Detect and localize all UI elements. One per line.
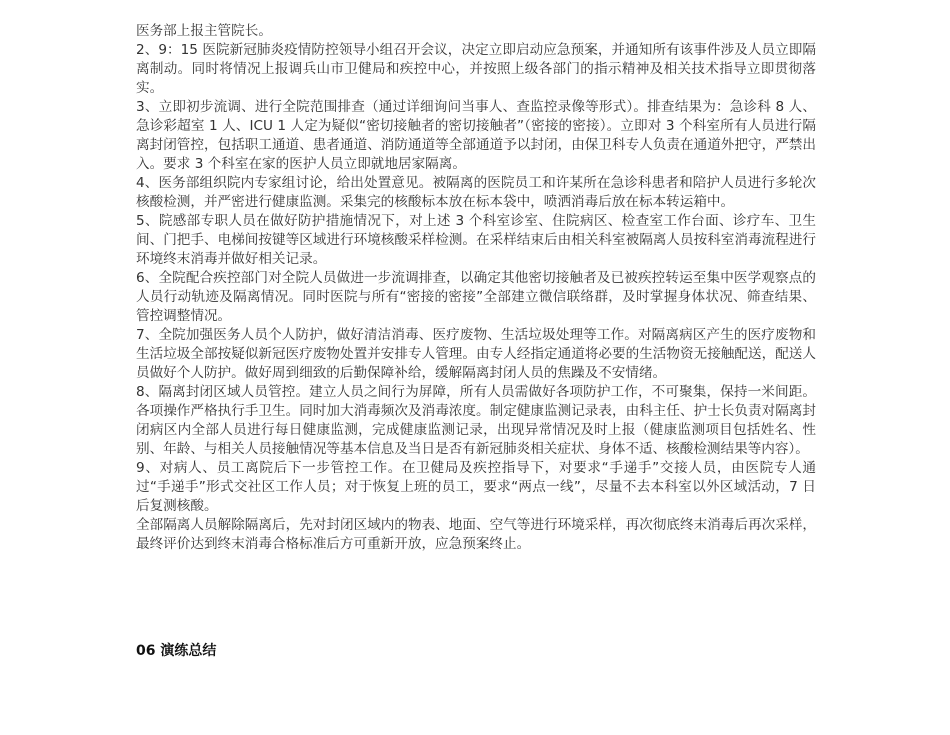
document-body bbox=[136, 22, 816, 554]
paragraph-step-7: 7、全院加强医务人员个人防护，做好清洁消毒、医疗废物、生活垃圾处理等工作。对隔离病区产生的医疗废物和生活垃圾全部按疑似新冠医疗废物处置并安排专人管理。由专人经指定通道将必要的生活物资无接触配送，配送人员做好个人防护。做好周到细致的后勤保障补给，缓解隔离封闭人员的焦躁及不安情绪。 bbox=[136, 327, 816, 381]
paragraph-step-4: 4、医务部组织院内专家组讨论，给出处置意见。被隔离的医院员工和许某所在急诊科患者和陪护人员进行多轮次核酸检测，并严密进行健康监测。采集完的核酸标本放在标本袋中，喷洒消毒后放在标本转运箱中。 bbox=[136, 175, 816, 210]
paragraph-step-9: 9、对病人、员工离院后下一步管控工作。在卫健局及疾控指导下，对要求“手递手”交接人员，由医院专人通过“手递手”形式交社区工作人员；对于恢复上班的员工，要求“两点一线”，尽量不去本科室以外区域活动，7 日后复测核酸。 bbox=[136, 460, 816, 514]
paragraph-step-5: 5、院感部专职人员在做好防护措施情况下，对上述 3 个科室诊室、住院病区、检查室工作台面、诊疗车、卫生间、门把手、电梯间按键等区域进行环境核酸采样检测。在采样结束后由相关科室被隔离人员按科室消毒流程进行环境终末消毒并做好相关记录。 bbox=[136, 213, 816, 267]
paragraph-conclusion: 全部隔离人员解除隔离后，先对封闭区域内的物表、地面、空气等进行环境采样，再次彻底终末消毒后再次采样，最终评价达到终末消毒合格标准后方可重新开放，应急预案终止。 bbox=[136, 517, 816, 552]
paragraph-step-2: 2、9：15 医院新冠肺炎疫情防控领导小组召开会议，决定立即启动应急预案，并通知所有该事件涉及人员立即隔离制动。同时将情况上报调兵山市卫健局和疾控中心，并按照上级各部门的指示精神及相关技术指导立即贯彻落实。 bbox=[136, 42, 816, 96]
paragraph-step-3: 3、立即初步流调、进行全院范围排查（通过详细询问当事人、查监控录像等形式）。排查结果为：急诊科 8 人、急诊彩超室 1 人、ICU 1 人定为疑似“密切接触者的密切接触者”（密接的密接）。立即对 3 个科室所有人员进行隔离封闭管控，包括职工通道、患者通道、消防通道等全部通道予以封闭，由保卫科专人负责在通道外把守，严禁出入。要求 3 个科室在家的医护人员立即就地居家隔离。 bbox=[136, 99, 816, 172]
paragraph-report: 医务部上报主管院长。 bbox=[136, 23, 272, 39]
section-title: 06 演练总结 bbox=[136, 643, 217, 659]
paragraph-step-6: 6、全院配合疾控部门对全院人员做进一步流调排查，以确定其他密切接触者及已被疾控转运至集中医学观察点的人员行动轨迹及隔离情况。同时医院与所有“密接的密接”全部建立微信联络群，及时掌握身体状况、筛查结果、管控调整情况。 bbox=[136, 270, 816, 324]
paragraph-step-8: 8、隔离封闭区域人员管控。建立人员之间行为屏障，所有人员需做好各项防护工作，不可聚集，保持一米间距。各项操作严格执行手卫生。同时加大消毒频次及消毒浓度。制定健康监测记录表，由科主任、护士长负责对隔离封闭病区内全部人员进行每日健康监测，完成健康监测记录，出现异常情况及时上报（健康监测项目包括姓名、性别、年龄、与相关人员接触情况等基本信息及当日是否有新冠肺炎相关症状、身体不适、核酸检测结果等内容）。 bbox=[136, 384, 816, 457]
